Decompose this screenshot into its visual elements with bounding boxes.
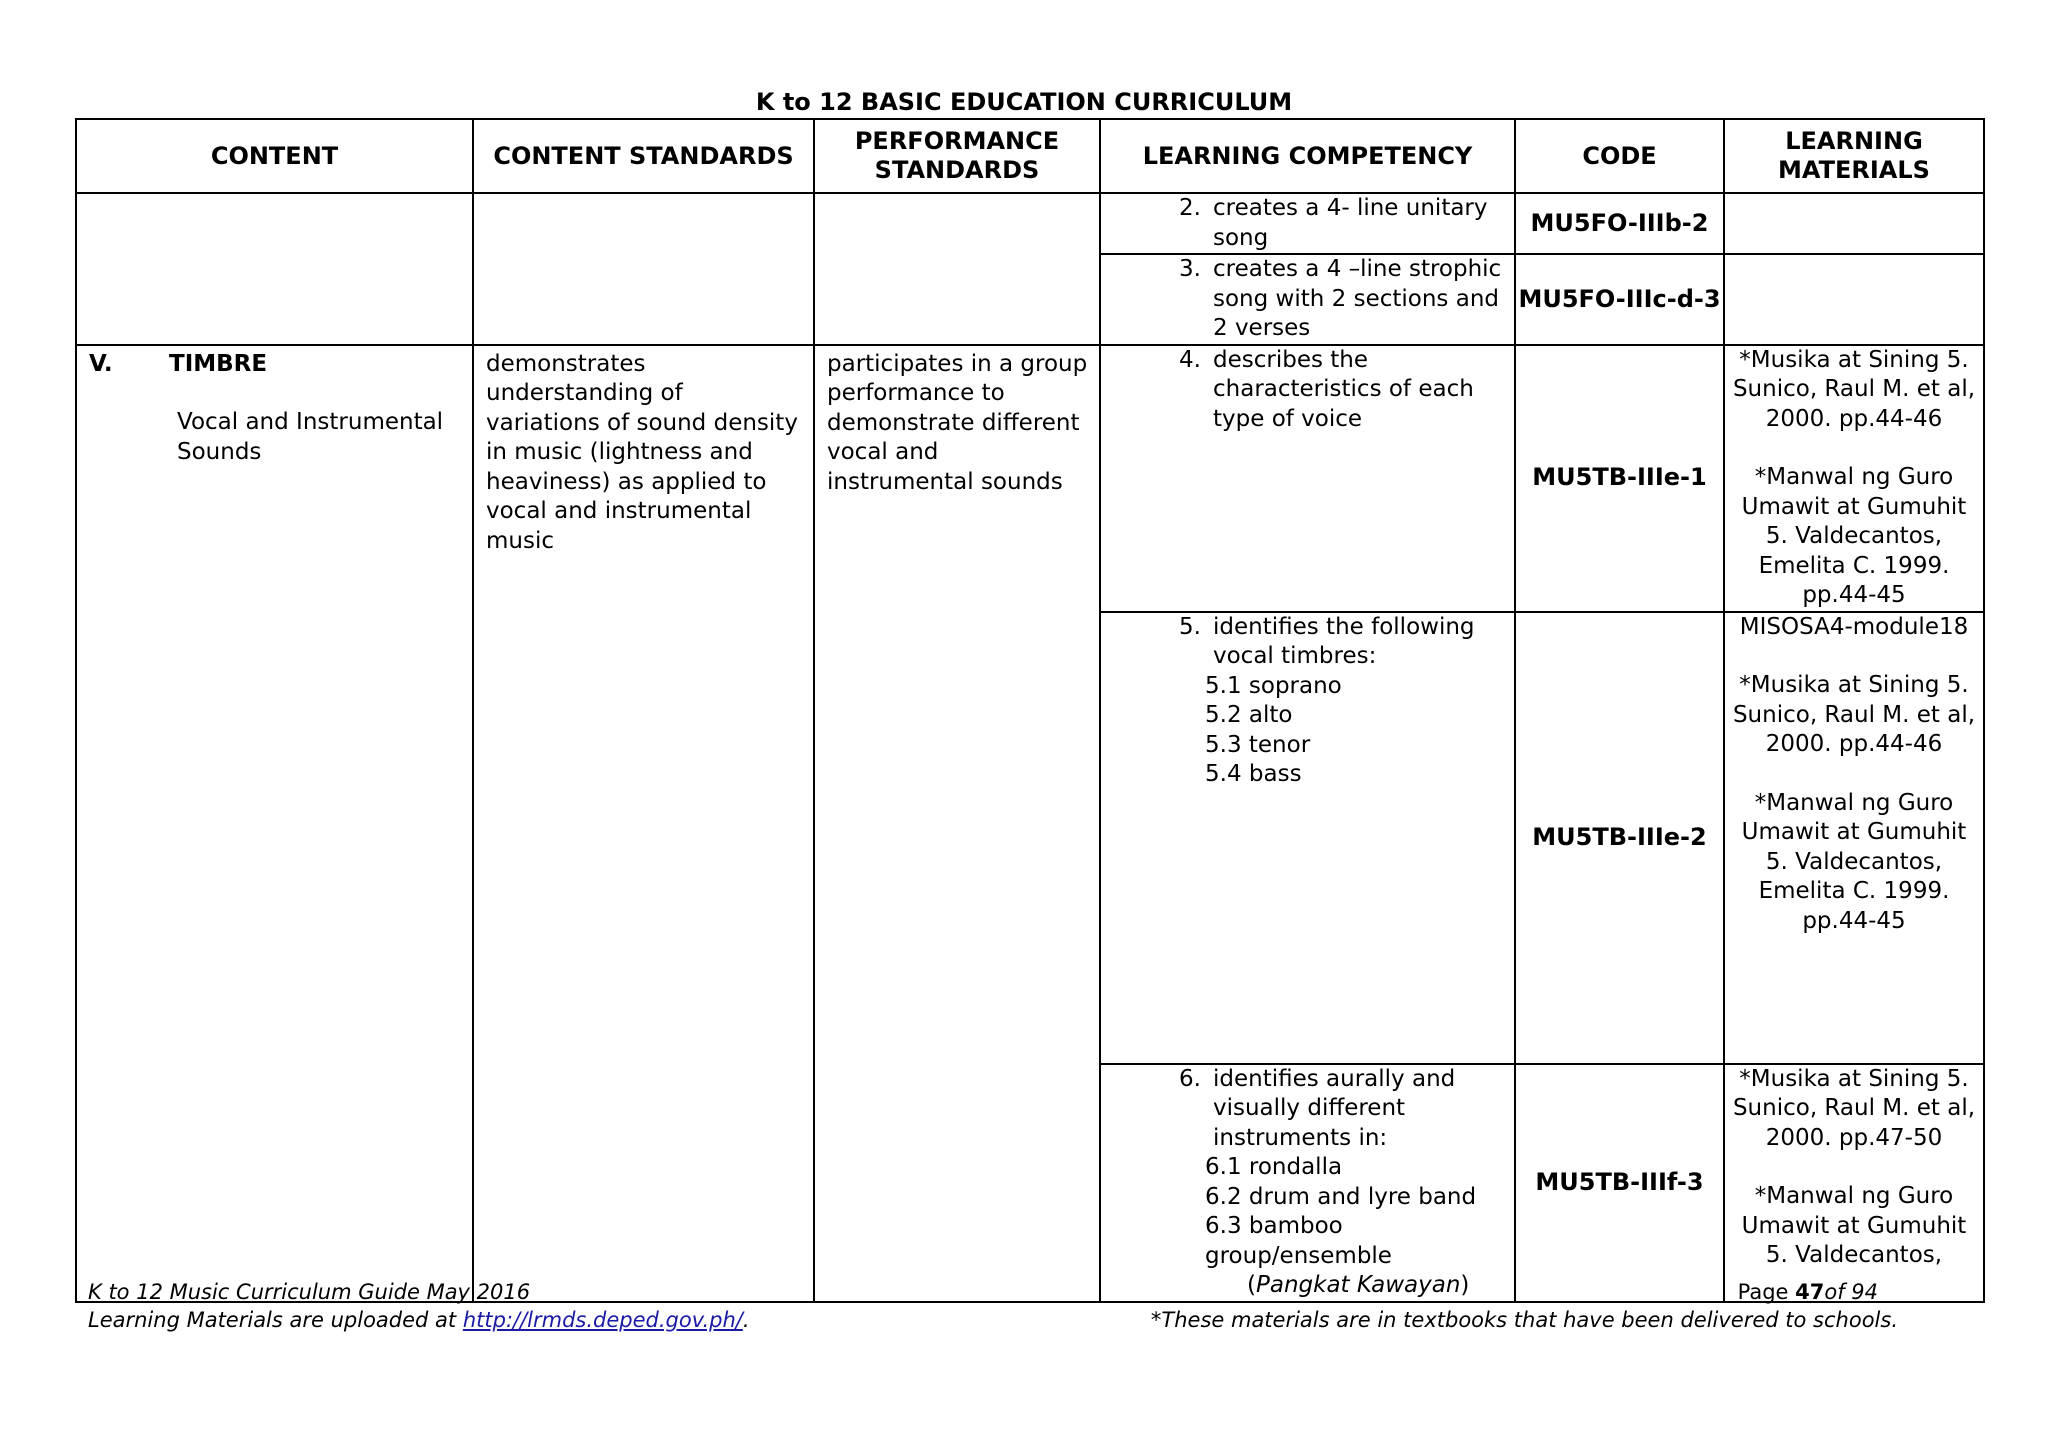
competency-text: identifies the following vocal timbres: xyxy=(1213,613,1475,669)
header-code: CODE xyxy=(1515,119,1724,193)
content-standards-cell-empty xyxy=(473,193,814,345)
material-entry: *Manwal ng Guro Umawit at Gumuhit 5. Valdecantos, xyxy=(1741,1183,1967,1268)
competency-cell xyxy=(1100,612,1515,1064)
section-subtitle: Vocal and Instrumental Sounds xyxy=(177,409,444,465)
material-entry: *Musika at Sining 5. Sunico, Raul M. et al, 2000. pp.44-46 xyxy=(1732,346,1976,432)
performance-standards-cell-empty xyxy=(814,193,1100,345)
code-cell: MU5TB-IIIe-2 xyxy=(1515,612,1724,1064)
competency-cell xyxy=(1100,193,1515,254)
page-footer xyxy=(88,1278,1898,1334)
code-cell: MU5FO-IIIb-2 xyxy=(1515,193,1724,254)
code-cell: MU5FO-IIIc-d-3 xyxy=(1515,254,1724,345)
table-header-row xyxy=(76,119,1984,193)
material-entry: *Musika at Sining 5. Sunico, Raul M. et al, 2000. pp.47-50 xyxy=(1732,1065,1976,1151)
competency-subitem: 5.2 alto xyxy=(1205,702,1293,728)
materials-cell xyxy=(1724,612,1984,1064)
competency-text: creates a 4- line unitary song xyxy=(1213,195,1488,251)
header-performance-standards: PERFORMANCE STANDARDS xyxy=(814,119,1100,193)
competency-subitem: 5.3 tenor xyxy=(1205,731,1311,758)
competency-text: creates a 4 –line strophic song with 2 sections and 2 verses xyxy=(1213,256,1502,341)
header-learning-competency: LEARNING COMPETENCY xyxy=(1100,119,1515,193)
competency-cell xyxy=(1100,254,1515,345)
competency-cell xyxy=(1100,1064,1515,1302)
competency-subitem: 6.2 drum and lyre band xyxy=(1205,1183,1477,1210)
header-learning-materials: LEARNING MATERIALS xyxy=(1724,119,1984,193)
materials-cell xyxy=(1724,1064,1984,1302)
materials-cell xyxy=(1724,345,1984,612)
header-content-standards: CONTENT STANDARDS xyxy=(473,119,814,193)
code-cell: MU5TB-IIIe-1 xyxy=(1515,345,1724,612)
materials-cell xyxy=(1724,193,1984,254)
code-cell: MU5TB-IIIf-3 xyxy=(1515,1064,1724,1302)
material-entry: *Manwal ng Guro Umawit at Gumuhit 5. Valdecantos, Emelita C. 1999. pp.44-45 xyxy=(1741,789,1967,934)
performance-standard-cell: participates in a group performance to demonstrate different vocal and instrumental sounds xyxy=(814,345,1100,1302)
materials-cell xyxy=(1724,254,1984,345)
subitem-note-text: Pangkat Kawayan xyxy=(1255,1272,1461,1298)
page-current: 47 xyxy=(1795,1280,1825,1304)
table-row xyxy=(76,193,1984,254)
competency-number: 4. xyxy=(1179,346,1201,373)
competency-subitem: 6.1 rondalla xyxy=(1205,1154,1343,1180)
curriculum-table xyxy=(75,118,1985,1303)
competency-number: 5. xyxy=(1179,613,1201,640)
competency-subitem: 5.1 soprano xyxy=(1205,672,1342,699)
header-content: CONTENT xyxy=(76,119,473,193)
content-standard-cell: demonstrates understanding of variations of sound density in music (lightness and heaviness) as applied to vocal and instrumental music xyxy=(473,345,814,1302)
footer-guide: K to 12 Music Curriculum Guide May 2016 xyxy=(88,1280,531,1304)
competency-number: 6. xyxy=(1179,1065,1201,1092)
footer-uploaded: Learning Materials are uploaded at http://lrmds.deped.gov.ph/. xyxy=(88,1308,750,1332)
table-row xyxy=(76,345,1984,612)
section-number: V. xyxy=(89,350,113,377)
footer-note: *These materials are in textbooks that have been delivered to schools. xyxy=(1150,1308,1898,1332)
page-total: of 94 xyxy=(1824,1280,1878,1304)
section-title: TIMBRE xyxy=(169,350,268,377)
competency-cell xyxy=(1100,345,1515,612)
material-entry: MISOSA4-module18 xyxy=(1739,613,1969,640)
competency-number: 3. xyxy=(1179,256,1201,282)
content-cell xyxy=(76,345,473,1302)
lrmds-link[interactable]: http://lrmds.deped.gov.ph/ xyxy=(462,1308,743,1332)
content-cell-empty xyxy=(76,193,473,345)
competency-subitem: 6.3 bamboo group/ensemble xyxy=(1205,1213,1392,1269)
material-entry: *Manwal ng Guro Umawit at Gumuhit 5. Valdecantos, Emelita C. 1999. pp.44-45 xyxy=(1741,464,1967,608)
page-number: Page 47of 94 xyxy=(1737,1280,1878,1304)
competency-text: describes the characteristics of each type of voice xyxy=(1213,346,1474,432)
competency-subitem-note: (Pangkat Kawayan) xyxy=(1247,1272,1470,1298)
document-title: K to 12 BASIC EDUCATION CURRICULUM xyxy=(755,88,1293,116)
competency-subitem: 5.4 bass xyxy=(1205,761,1302,787)
competency-number: 2. xyxy=(1179,195,1201,221)
competency-text: identifies aurally and visually different instruments in: xyxy=(1213,1065,1456,1151)
material-entry: *Musika at Sining 5. Sunico, Raul M. et al, 2000. pp.44-46 xyxy=(1732,672,1976,757)
